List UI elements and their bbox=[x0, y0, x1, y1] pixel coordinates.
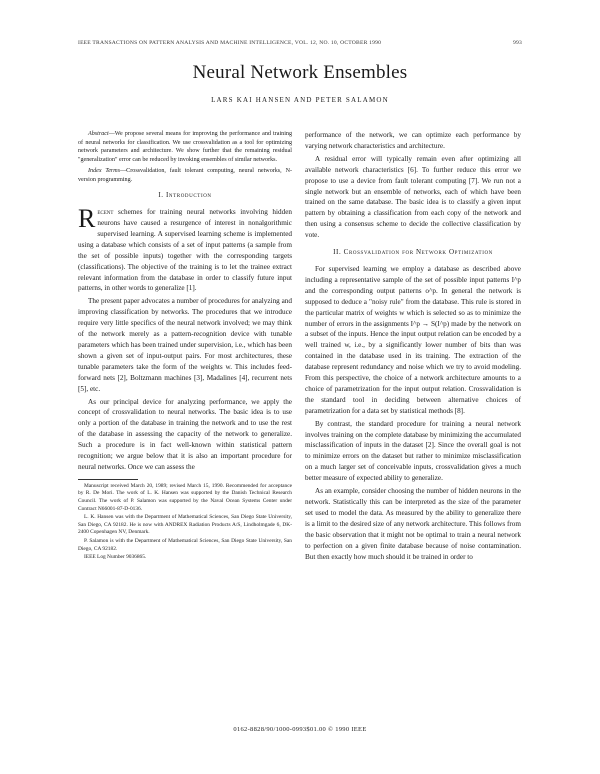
section2-paragraph-3: As an example, consider choosing the number of hidden neurons in the network. Statistically this can be interpreted as the size of the parameter set used to model the data. As measured by the ability to generalize there is a limit to the desired size of any network architecture. This follows from the basic observation that it might not be optimal to train a neural network to perfection on a given finite database because of noise contamination. But then exactly how much should it be trained in order to bbox=[305, 487, 521, 561]
page-number: 993 bbox=[513, 40, 522, 46]
section-heading-crossvalidation: II. Crossvalidation for Network Optimization bbox=[333, 248, 493, 257]
paper-title: Neural Network Ensembles bbox=[192, 62, 408, 83]
left-column bbox=[78, 130, 292, 563]
right-column bbox=[305, 130, 521, 564]
footnote-log-number: IEEE Log Number 9036865. bbox=[84, 554, 147, 561]
drop-cap-rest: ecent bbox=[97, 208, 114, 217]
right-paragraph-1: performance of the network, we can optimize each performance by varying network characteristics and architecture. bbox=[305, 131, 521, 150]
intro-paragraph-1-text: schemes for training neural networks involving hidden neurons have caused a resurgence of interest in nonalgorithmic supervised learning. A supervised learning scheme is implemented using a database which consists of a set of input patterns (a sample from the set of possible inputs) together with the corresponding targets (classifications). The objective of the training is to let the trainee extract relevant information from the database in order to classify future input patterns, in other words to generalize [1]. bbox=[78, 208, 292, 293]
paper-authors: LARS KAI HANSEN AND PETER SALAMON bbox=[211, 96, 389, 104]
abstract-text: —We propose several means for improving the performance and training of neural networks for classification. We use crossvalidation as a tool for optimizing network parameters and architecture. We show further that the remaining residual "generalization" error can be reduced by invoking ensembles of similar networks. bbox=[78, 131, 292, 164]
section2-paragraph-2: By contrast, the standard procedure for training a neural network involves training on the complete database by minimizing the accumulated misclassification of inputs in the dataset [2]. Since the overall goal is not to minimize errors on the dataset but rather to minimize misclassification on a much larger set of conceivable inputs, crossvalidation gives a much better measure of expected ability to generalize. bbox=[305, 419, 521, 483]
intro-paragraph-1 bbox=[78, 204, 292, 294]
intro-paragraph-2: The present paper advocates a number of procedures for analyzing and improving classification by networks. The procedures that we introduce require very little specifics of the neural network involved; we may think of the network merely as a pattern-recognition device with tunable parameters which has been trained under supervision, i.e., which has been shown a given set of input-output pairs. For most architectures, these tunable parameters take the form of the weights w. This includes feed-forward nets [2], Boltzmann machines [3], Madalines [4], recurrent nets [5], etc. bbox=[78, 297, 292, 393]
footnote-hansen: L. K. Hansen was with the Department of Mathematical Sciences, San Diego State University, San Diego, CA 92182. He is now with ANDREX Radiation Products A/S, Lindholmgade 6, DK-2400 Copenhagen NV, Denmark. bbox=[78, 514, 292, 536]
journal-header: IEEE TRANSACTIONS ON PATTERN ANALYSIS AND MACHINE INTELLIGENCE, VOL. 12, NO. 10, OCTOBER 1990 bbox=[78, 40, 382, 46]
footnote-manuscript: Manuscript received March 20, 1989; revised March 15, 1990. Recommended for acceptance by R. De Mori. The work of L. K. Hansen was supported by the Danish Technical Research Council. The work of P. Salamon was supported by the Naval Ocean Systems Center under Contract N66001-87-D-0136. bbox=[78, 482, 292, 512]
section-heading-introduction: I. Introduction bbox=[158, 191, 212, 200]
intro-paragraph-3: As our principal device for analyzing performance, we apply the concept of crossvalidation to neural networks. The basic idea is to use only a portion of the database in training the network and to use the rest of the database in assessing the capacity of the network to generalize. Such a procedure is in fact well-known within statistical pattern recognition; we argue below that it is also an important procedure for neural networks. Once we can assess the bbox=[78, 397, 292, 471]
drop-cap: R bbox=[78, 204, 96, 234]
running-head bbox=[78, 40, 522, 46]
footnote-rule bbox=[78, 479, 138, 480]
footnote-salamon: P. Salamon is with the Department of Mathematical Sciences, San Diego State University, San Diego, CA 92182. bbox=[78, 538, 292, 552]
right-paragraph-2: A residual error will typically remain even after optimizing all available network characteristics [6]. To further reduce this error we propose to use a device from fault tolerant computing [7]. We run not a single network but an ensemble of networks, each of which have been trained on the same database. The basic idea is to classify a given input pattern by obtaining a classification from each copy of the network and then using a consensus scheme to decide the collective classification by vote. bbox=[305, 154, 521, 240]
abstract bbox=[78, 130, 292, 165]
copyright-line: 0162-8828/90/1000-0993$01.00 © 1990 IEEE bbox=[233, 726, 367, 733]
abstract-lead: Abstract bbox=[88, 131, 109, 137]
index-terms-lead: Index Terms bbox=[88, 167, 121, 174]
footnotes bbox=[78, 483, 292, 562]
section2-paragraph-1: For supervised learning we employ a database as described above including a representative sample of the set of possible input patterns I^p and the corresponding output patterns o^p. In general the network is supposed to deduce a "noisy rule" from the database. This rule is stored in the particular matrix of weights w which is selected so as to minimize the number of errors in the assignments I^p → S(I^p) made by the network on a subset of the inputs. Hence the input output relation can be encoded by a well trained w, i.e., by a significantly lower number of bits than was contained in the database used in its training. The extraction of the database represent redundancy and noise which we try to avoid modeling. From this perspective, the choice of a network architecture amounts to a choice of parametrization for the input output relation. Crossvalidation is the standard tool in deciding between alternative choices of parametrization for a data set by statistical methods [8]. bbox=[305, 264, 521, 415]
index-terms-text: —Crossvalidation, fault tolerant computing, neural networks, N-version programming. bbox=[78, 167, 292, 183]
index-terms bbox=[78, 167, 292, 184]
